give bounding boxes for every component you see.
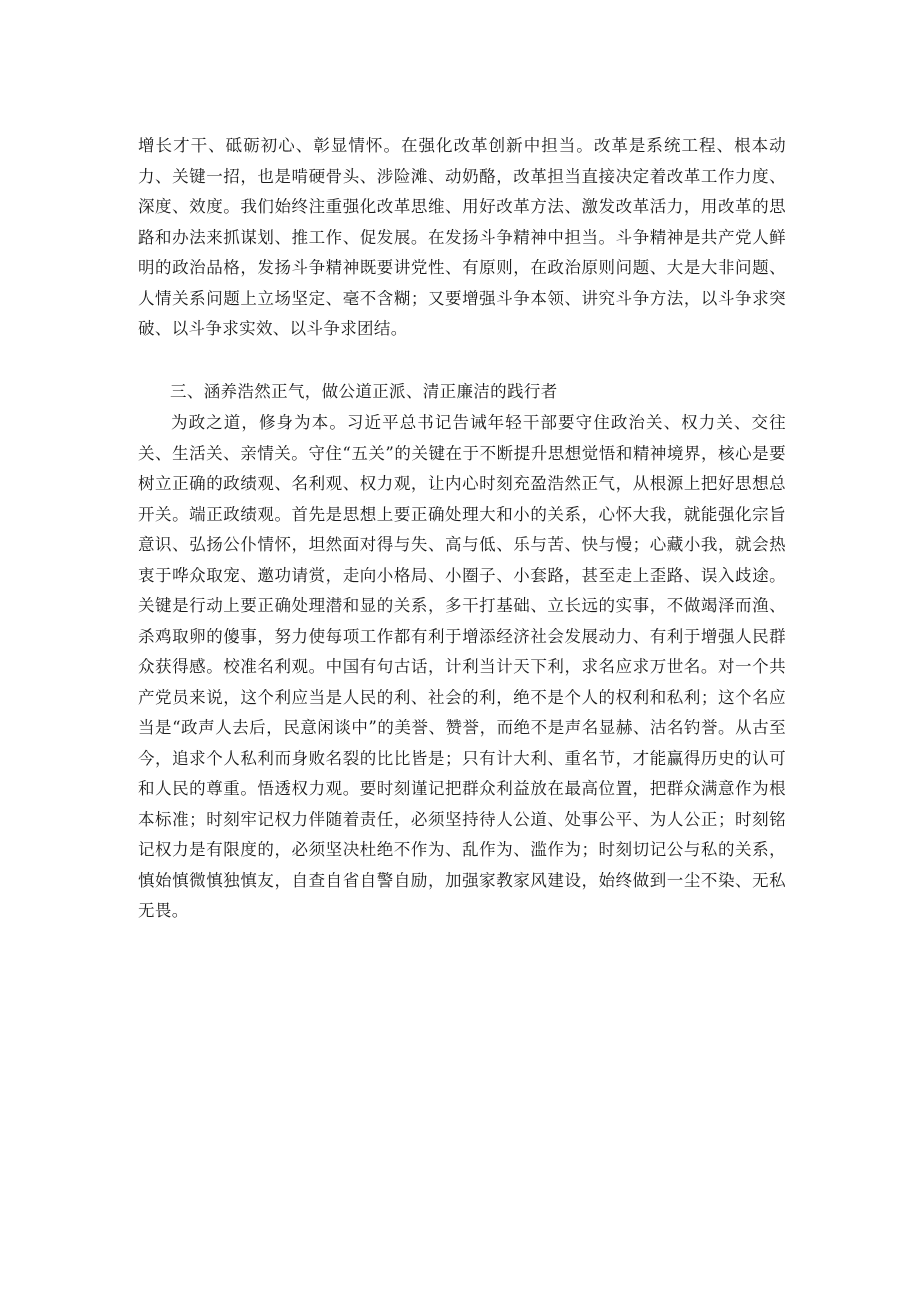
body-paragraph: 为政之道，修身为本。习近平总书记告诫年轻干部要守住政治关、权力关、交往关、生活关、亲情关。守住“五关”的关键在于不断提升思想觉悟和精神境界，核心是要树立正确的政绩观、名利观、权力观，让内心时刻充盈浩然正气，从根源上把好思想总开关。端正政绩观。首先是思想上要正确处理大和小的关系，心怀大我，就能强化宗旨意识、弘扬公仆情怀，坦然面对得与失、高与低、乐与苦、快与慢；心藏小我，就会热衷于哗众取宠、邀功请赏，走向小格局、小圈子、小套路，甚至走上歪路、误入歧途。关键是行动上要正确处理潜和显的关系，多干打基础、立长远的实事，不做竭泽而渔、杀鸡取卵的傻事，努力使每项工作都有利于增添经济社会发展动力、有利于增强人民群众获得感。校准名利观。中国有句古话，计利当计天下利，求名应求万世名。对一个共产党员来说，这个利应当是人民的利、社会的利，绝不是个人的权利和私利；这个名应当是“政声人去后，民意闲谈中”的美誉、赞誉，而绝不是声名显赫、沽名钓誉。从古至今，追求个人私利而身败名裂的比比皆是；只有计大利、重名节，才能赢得历史的认可和人民的尊重。悟透权力观。要时刻谨记把群众利益放在最高位置，把群众满意作为根本标准；时刻牢记权力伴随着责任，必须坚持待人公道、处事公平、为人公正；时刻铭记权力是有限度的，必须坚决杜绝不作为、乱作为、滥作为；时刻切记公与私的关系，慎始慎微慎独慎友，自查自省自警自励，加强家教家风建设，始终做到一尘不染、无私无畏。 [138, 413, 786, 920]
body-paragraph-continued: 增长才干、砥砺初心、彰显情怀。在强化改革创新中担当。改革是系统工程、根本动力、关键一招，也是啃硬骨头、涉险滩、动奶酪，改革担当直接决定着改革工作力度、深度、效度。我们始终注重强化改革思维、用好改革方法、激发改革活力，用改革的思路和办法来抓谋划、推工作、促发展。在发扬斗争精神中担当。斗争精神是共产党人鲜明的政治品格，发扬斗争精神既要讲党性、有原则，在政治原则问题、大是大非问题、人情关系问题上立场坚定、毫不含糊；又要增强斗争本领、讲究斗争方法，以斗争求突破、以斗争求实效、以斗争求团结。 [138, 136, 786, 338]
section-heading: 三、涵养浩然正气，做公道正派、清正廉洁的践行者 [170, 382, 558, 401]
